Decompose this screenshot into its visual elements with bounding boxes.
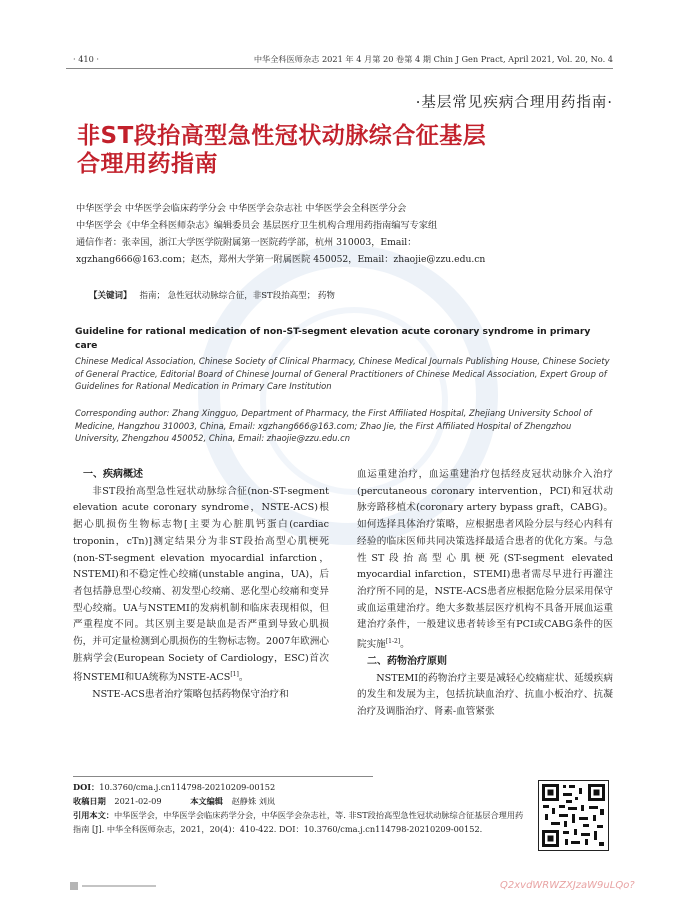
- doi-label: DOI：: [73, 782, 100, 792]
- received-date: 2021-02-09: [114, 796, 162, 806]
- author-block: [76, 200, 616, 268]
- paragraph: NSTE-ACS患者治疗策略包括药物保守治疗和: [92, 689, 289, 701]
- author-line: 中华医学会 中华医学会临床药学分会 中华医学会杂志社 中华医学会全科医学分会: [76, 203, 407, 214]
- body-right-column: [357, 467, 613, 721]
- section-heading: 一、疾病概述: [83, 469, 143, 480]
- bottom-code-watermark: Q2xvdWRWZXJzaW9uLQo?: [500, 880, 635, 891]
- footer-rule: [73, 776, 373, 777]
- english-corresponding: Corresponding author: Zhang Xingguo, Department of Pharmacy, the First Affiliated Hospital, Zhejiang University School of Medicine, Hangzhou 310003, China, Email: xgzhang666@163.com; Zhao Jie, the First Affiliated Hospital of Zhengzhou University, Zhengzhou 450052, China, Email: zhaojie@zzu.edu.cn: [75, 408, 592, 444]
- qr-code-pattern: [539, 781, 608, 850]
- cite-text: 中华医学会，中华医学会临床药学分会，中华医学会杂志社，等. 非ST段抬高型急性冠状动脉综合征基层合理用药指南 [J]. 中华全科医师杂志，2021，20(4)：410-422. DOI：10.3760/cma.j.cn114798-20210209-00152.: [73, 810, 524, 834]
- editor-label: 本文编辑: [190, 796, 223, 806]
- paragraph: NSTEMI的药物治疗主要是减轻心绞痛症状、延缓疾病的发生和发展为主，包括抗缺血治疗、抗血小板治疗、抗凝治疗及调脂治疗、肾素-血管紧张: [357, 672, 613, 718]
- qr-code: [538, 780, 609, 851]
- paragraph: 非ST段抬高型急性冠状动脉综合征(non-ST-segment elevation acute coronary syndrome，NSTE-ACS)根据心肌损伤生物标志物[主要为心脏肌钙蛋白(cardiac troponin，cTn)]测定结果分为非ST段抬高型心肌梗死(non-ST-segment elevation myocardial infarction，NSTEMI)和不稳定性心绞痛(unstable angina，UA)，后者包括静息型心绞痛、初发型心绞痛、恶化型心绞痛和变异型心绞痛。UA与NSTEMI的发病机制和临床表现相似，但严重程度不同。其区别主要是缺血是否严重到导致心肌损伤，并可定量检测到心肌损伤的生物标志物。2007年欧洲心脏病学会(European Society of Cardiology，ESC)首次将NSTEMI和UA统称为NSTE-ACS[1]。: [73, 485, 329, 684]
- doi-line: [73, 781, 533, 795]
- cite-label: 引用本文：: [73, 810, 114, 820]
- english-title: Guideline for rational medication of non-ST-segment elevation acute coronary syndrome in primary care: [75, 326, 591, 351]
- section-heading: 二、药物治疗原则: [367, 655, 447, 667]
- author-line: 中华医学会《中华全科医师杂志》编辑委员会 基层医疗卫生机构合理用药指南编写专家组: [76, 220, 438, 231]
- citation[interactable]: [1]: [230, 671, 239, 679]
- keywords-text: 指南； 急性冠状动脉综合征，非ST段抬高型； 药物: [139, 291, 335, 301]
- keywords: [89, 289, 335, 301]
- author-line: 通信作者：张幸国，浙江大学医学院附属第一医院药学部，杭州 310003，Email：: [76, 237, 417, 248]
- received-label: 收稿日期: [73, 796, 106, 806]
- keywords-label: 【关键词】: [89, 291, 132, 301]
- publisher-logo-mark: [70, 881, 160, 891]
- header-rule: [66, 68, 613, 69]
- author-line: xgzhang666@163.com；赵杰，郑州大学第一附属医院 450052，Email：zhaojie@zzu.edu.cn: [76, 254, 486, 265]
- title-line-2: 合理用药指南: [77, 151, 218, 177]
- page-number: · 410 ·: [73, 54, 100, 64]
- publisher-logo: [70, 881, 160, 891]
- article-title: [77, 122, 557, 178]
- title-line-1: 非ST段抬高型急性冠状动脉综合征基层: [77, 123, 487, 149]
- editor-names: 赵静姝 刘岚: [231, 796, 276, 806]
- doi-value[interactable]: 10.3760/cma.j.cn114798-20210209-00152: [99, 782, 276, 792]
- english-organizations: Chinese Medical Association, Chinese Society of Clinical Pharmacy, Chinese Medical Journals Publishing House, Chinese Society of General Practice, Editorial Board of Chinese Journal of General Practitioners of Chinese Medical Association, Expert Group of Guidelines for Rational Medication in Primary Care Institution: [75, 356, 610, 392]
- paragraph: 血运重建治疗，血运重建治疗包括经皮冠状动脉介入治疗(percutaneous coronary intervention，PCI)和冠状动脉旁路移植术(coronary artery bypass graft，CABG)。如何选择具体治疗策略，应根据患者风险分层与经心内科有经验的临床医师共同决策选择最适合患者的优化方案。与急性ST段抬高型心肌梗死(ST-segment elevated myocardial infarction，STEMI)患者需尽早进行再灌注治疗所不同的是，NSTE-ACS患者应根据危险分层采用保守或血运重建治疗。绝大多数基层医疗机构不具备开展血运重建治疗条件，一般建议患者转诊至有PCI或CABG条件的医院实施[1-2]。: [357, 469, 613, 651]
- series-label: ·基层常见疾病合理用药指南·: [415, 95, 613, 111]
- journal-header: 中华全科医师杂志 2021 年 4 月第 20 卷第 4 期 Chin J Gen Pract, April 2021, Vol. 20, No. 4: [253, 54, 613, 64]
- citation-block: [73, 809, 528, 836]
- received-line: [73, 795, 533, 809]
- citation[interactable]: [1-2]: [385, 638, 401, 646]
- body-left-column: [73, 467, 329, 704]
